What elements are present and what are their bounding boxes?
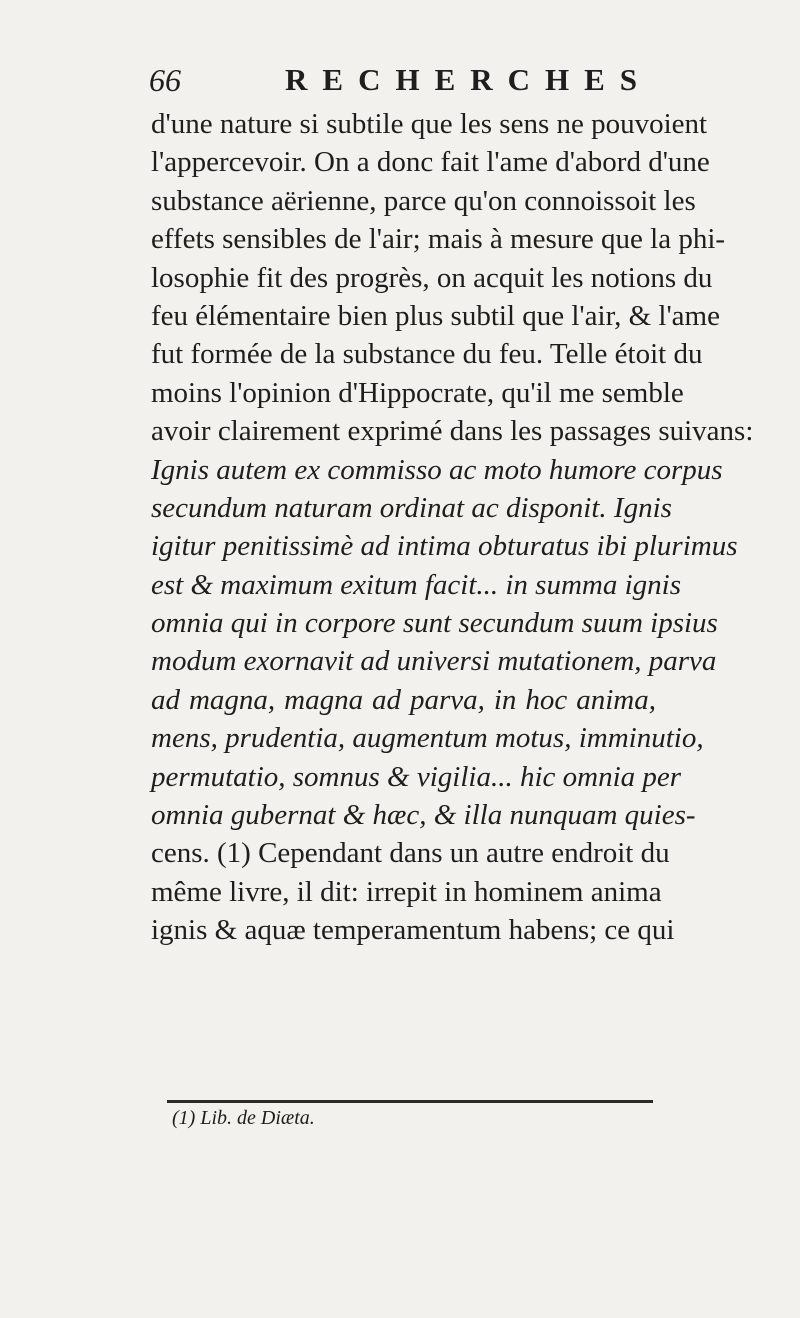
text-line: l'appercevoir. On a donc fait l'ame d'abord d'une bbox=[151, 146, 710, 179]
latin-quote-line: omnia gubernat & hæc, & illa nunquam quies- bbox=[151, 799, 696, 832]
latin-quote-line: secundum naturam ordinat ac disponit. Ignis bbox=[151, 491, 672, 524]
footnote-rule bbox=[167, 1100, 653, 1103]
latin-quote-line: est & maximum exitum facit... in summa ignis bbox=[151, 568, 682, 601]
text-line: effets sensibles de l'air; mais à mesure que la phi- bbox=[151, 223, 726, 256]
text-line: même livre, il dit: irrepit in hominem anima bbox=[151, 875, 662, 908]
text-line: cens. (1) Cependant dans un autre endroit du bbox=[151, 837, 670, 870]
latin-quote-line: Ignis autem ex commisso ac moto humore corpus bbox=[151, 453, 723, 486]
footnote: (1) Lib. de Diæta. bbox=[172, 1107, 315, 1129]
latin-quote-line: mens, prudentia, augmentum motus, imminutio, bbox=[151, 722, 704, 755]
latin-quote-line: permutatio, somnus & vigilia... hic omnia per bbox=[151, 760, 682, 793]
latin-quote-line: ad magna, magna ad parva, in hoc anima, bbox=[151, 683, 656, 716]
text-line: substance aërienne, parce qu'on connoissoit les bbox=[151, 184, 696, 217]
text-line: losophie fit des progrès, on acquit les notions du bbox=[151, 261, 713, 294]
text-line: fut formée de la substance du feu. Telle étoit du bbox=[151, 338, 703, 371]
text-line: avoir clairement exprimé dans les passages suivans: bbox=[151, 415, 754, 448]
page-number: 66 bbox=[149, 62, 181, 98]
main-text bbox=[151, 105, 754, 950]
text-line: d'une nature si subtile que les sens ne pouvoient bbox=[151, 108, 708, 140]
running-head: RECHERCHES bbox=[285, 62, 653, 97]
latin-quote-line: omnia qui in corpore sunt secundum suum ipsius bbox=[151, 607, 718, 640]
text-line: ignis & aquæ temperamentum habens; ce qui bbox=[151, 914, 675, 947]
text-line: feu élémentaire bien plus subtil que l'air, & l'ame bbox=[151, 299, 720, 332]
text-line: moins l'opinion d'Hippocrate, qu'il me semble bbox=[151, 376, 684, 409]
latin-quote-line: igitur penitissimè ad intima obturatus ibi plurimus bbox=[151, 530, 738, 563]
latin-quote-line: modum exornavit ad universi mutationem, parva bbox=[151, 645, 717, 678]
